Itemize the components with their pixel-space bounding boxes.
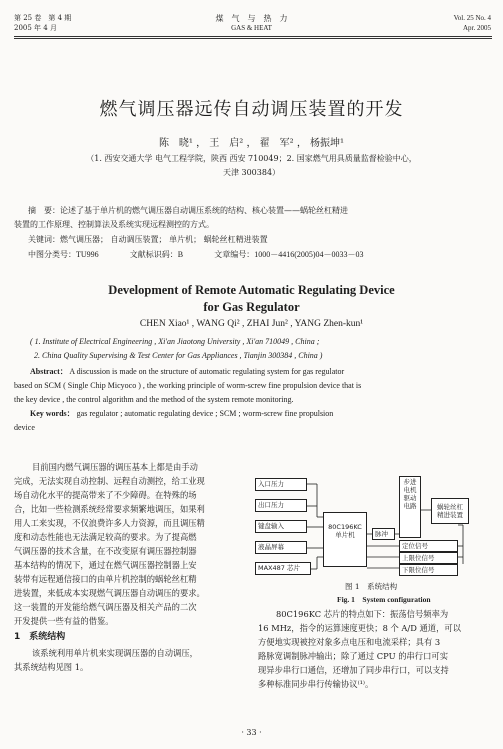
- article-label: 文章编号：: [214, 250, 255, 259]
- worm-line: 蜗轮丝杠: [437, 503, 463, 511]
- journal-date: 2005 年 4 月: [14, 24, 57, 32]
- journal-volume: 第 25 卷 第 4 期: [14, 14, 72, 22]
- stepper-line: 电路: [403, 502, 417, 510]
- body-line: 其系统结构见图 1。: [14, 662, 89, 672]
- paper-title-en-2: for Gas Regulator: [203, 300, 300, 314]
- paper-title-en-1: Development of Remote Automatic Regulating Device: [108, 283, 395, 297]
- keywords-cn: [28, 234, 488, 246]
- box-lcd-screen: 液晶屏幕: [255, 541, 307, 554]
- box-upper-limit-signal: 上限位信号: [399, 552, 458, 564]
- body-left-column: [14, 460, 246, 674]
- affiliation-cn-1: （1. 西安交通大学 电气工程学院，陕西 西安 710049；2. 国家燃气用具质量监督检验中心，: [86, 154, 417, 163]
- keywords-cn-text: 燃气调压器； 自动调压装置； 单片机； 蜗轮丝杠精进装置: [60, 235, 268, 244]
- box-max487-chip: MAX487 芯片: [255, 562, 311, 575]
- class-value: TU996: [76, 250, 99, 259]
- abstract-cn-text-2: 装置的工作原理、控制算法及系统实现远程测控的方式。: [14, 220, 214, 229]
- abstract-cn-text-1: 论述了基于单片机的燃气调压器自动调压系统的结构、核心装置——蜗轮丝杠精进: [60, 206, 348, 215]
- authors-en: CHEN Xiao¹ , WANG Qi² , ZHAI Jun² , YANG Zhen-kun¹: [139, 319, 364, 329]
- box-position-signal: 定位信号: [399, 540, 458, 552]
- body-line: 进装置，来低成本实现燃气调压器自动调压的要求。: [14, 588, 205, 598]
- header-rule: [14, 36, 492, 37]
- body-line: 这一装置的开发能给燃气调压器及相关产品的二次: [14, 602, 197, 612]
- body-line: 路脉宽调制脉冲输出；除了通过 CPU 的串行口可实: [258, 651, 448, 661]
- abstract-en-line-2: based on SCM ( Single Chip Micyoco ) , the working principle of worm-screw fine propulsion device that is: [14, 381, 362, 390]
- abstract-en-line-1: [30, 366, 492, 378]
- figure-caption-cn: 图 1 系统结构: [345, 582, 398, 591]
- keywords-en-label: Key words：: [30, 409, 75, 418]
- section-heading: 1 系统结构: [14, 632, 66, 642]
- affiliation-en-1: ( 1. Institute of Electrical Engineering , Xi'an Jiaotong University , Xi'an 710049 , China ;: [30, 337, 320, 346]
- box-keyboard-input: 键盘输入: [255, 520, 307, 533]
- keywords-en-text-1: gas regulator ; automatic regulating device ; SCM ; worm-screw fine propulsion: [76, 409, 334, 418]
- body-line: 16 MHz，指令的运算速度更快；8 个 A/D 通道，可以: [258, 623, 461, 633]
- paper-title: 燃气调压器远传自动调压装置的开发: [99, 99, 404, 120]
- body-line: 气调压器的技术含量，在不改变原有调压器控制器: [14, 546, 197, 556]
- body-line: 开发提供一些有益的借鉴。: [14, 616, 114, 626]
- header-rule-2: [14, 38, 492, 39]
- box-pulse: 脉冲: [372, 528, 395, 540]
- abstract-cn: [28, 205, 488, 217]
- box-worm-screw-device: [431, 498, 469, 524]
- body-line: 该系统利用单片机来实现调压器的自动调压，: [32, 648, 198, 658]
- keywords-en: [30, 408, 492, 420]
- body-right-column: [258, 607, 492, 691]
- mcu-model: 80C196KC: [328, 523, 362, 531]
- classification-line: [28, 249, 488, 261]
- stepper-line: 步进: [403, 478, 417, 486]
- worm-line: 精进装置: [437, 511, 463, 519]
- affiliation-en-2: 2. China Quality Supervising & Test Center for Gas Appliances , Tianjin 300384 , China ): [34, 351, 323, 360]
- body-line: 装带有远程通信接口的由单片机控制的蜗轮丝杠精: [14, 574, 197, 584]
- journal-name-en: GAS & HEAT: [231, 24, 272, 32]
- body-line: 用人工来实现，不仅浪费许多人力资源，而且调压精: [14, 518, 205, 528]
- abstract-en-line-3: the key device , the control algorithm and the method of the system remote monitoring.: [14, 395, 294, 404]
- body-line: 完成，无法实现自动控制、远程自动测控，给工业现: [14, 476, 205, 486]
- box-input-pressure: 入口压力: [255, 478, 307, 491]
- keywords-en-text-2: device: [14, 423, 35, 432]
- body-line: 多种标准同步串行传输协议⁽¹⁾。: [258, 679, 374, 689]
- doccode-label: 文献标识码：: [129, 250, 178, 259]
- journal-date-en: Apr. 2005: [463, 24, 491, 32]
- body-line: 目前国内燃气调压器的调压基本上都是由手动: [32, 462, 198, 472]
- journal-name-cn: 煤 气 与 热 力: [215, 14, 288, 23]
- abstract-cn-label: 摘 要：: [28, 206, 60, 215]
- abstract-en-text-1: A discussion is made on the structure of automatic regulating system for gas regulator: [69, 367, 345, 376]
- abstract-en-label: Abstract：: [30, 367, 68, 376]
- body-line: 度和动态性能也无法满足较高的要求。为了提高燃: [14, 532, 197, 542]
- box-lower-limit-signal: 下限位信号: [399, 564, 458, 576]
- body-line: 80C196KC 芯片的特点如下：振荡信号频率为: [276, 609, 449, 619]
- figure-system-configuration: [255, 472, 495, 580]
- affiliation-cn-2: 天津 300384）: [222, 168, 281, 177]
- body-line: 合，比如一些检测系统经常要求频繁地调压，如果利: [14, 504, 205, 514]
- box-mcu: [323, 512, 367, 567]
- stepper-line: 电机: [403, 486, 417, 494]
- article-value: 1000－4416(2005)04－0033－03: [254, 250, 364, 259]
- journal-volume-en: Vol. 25 No. 4: [453, 14, 491, 22]
- body-line: 现异步串行口通信，还增加了同步串行口，可以支持: [258, 665, 449, 675]
- box-stepper-driver: [399, 476, 421, 538]
- keywords-cn-label: 关键词：: [28, 235, 60, 244]
- doccode-value: B: [177, 250, 184, 259]
- page-number: · 33 ·: [241, 728, 262, 737]
- mcu-label: 单片机: [335, 531, 355, 539]
- box-output-pressure: 出口压力: [255, 499, 307, 512]
- body-line: 方便地实现被控对象多点电压和电流采样；具有 3: [258, 637, 441, 647]
- body-line: 场自动化水平的提高带来了不少障碍。在特殊的场: [14, 490, 197, 500]
- figure-caption-en: Fig. 1 System configuration: [337, 595, 431, 604]
- stepper-line: 驱动: [403, 494, 417, 502]
- body-line: 基本结构的情况下，通过在燃气调压器控制器上安: [14, 560, 197, 570]
- authors-cn: 陈 晓¹ ， 王 启² ， 翟 军² ， 杨振坤¹: [158, 138, 345, 149]
- class-label: 中图分类号：: [28, 250, 76, 259]
